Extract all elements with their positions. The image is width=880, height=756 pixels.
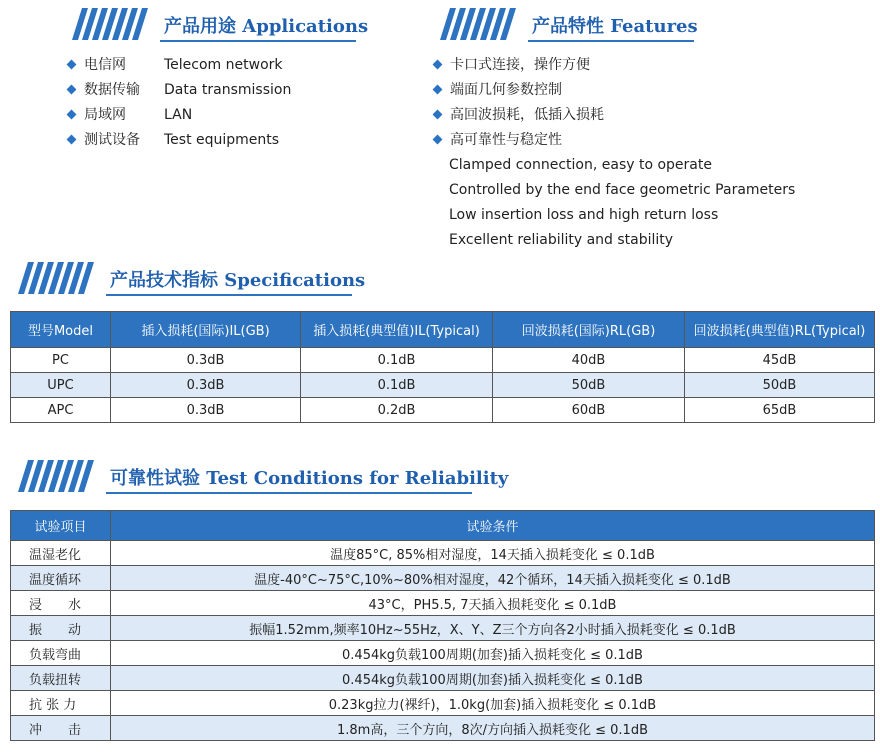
applications-list	[66, 53, 396, 153]
diamond-bullet-icon	[433, 110, 443, 120]
divider	[160, 40, 356, 42]
list-item: 测试设备 Test equipments	[66, 128, 396, 153]
divider	[106, 294, 352, 296]
specifications-header	[10, 262, 370, 296]
features-english-list	[449, 153, 795, 253]
table-row: UPC 0.3dB 0.1dB 50dB 50dB	[11, 373, 875, 398]
divider	[528, 40, 694, 42]
reliability-table	[10, 510, 875, 741]
diamond-bullet-icon	[433, 135, 443, 145]
table-row: 负载弯曲 0.454kg负载100周期(加套)插入损耗变化 ≤ 0.1dB	[11, 641, 875, 666]
applications-title: 产品用途 Applications	[164, 16, 369, 37]
list-item: 高回波损耗，低插入损耗	[432, 103, 852, 128]
features-list	[432, 53, 852, 153]
reliability-header	[10, 460, 509, 494]
table-row: 温湿老化 温度85°C, 85%相对湿度，14天插入损耗变化 ≤ 0.1dB	[11, 541, 875, 566]
column-header: 回波损耗(典型值)RL(Typical)	[685, 312, 875, 348]
feature-en: Clamped connection, easy to operate	[449, 157, 712, 173]
table-row: 振 动 振幅1.52mm,频率10Hz~55Hz，X、Y、Z三个方向各2小时插入损耗变化 ≤ 0.1dB	[11, 616, 875, 641]
stripe-decoration-icon	[10, 262, 100, 294]
list-item: 数据传输 Data transmission	[66, 78, 396, 103]
diamond-bullet-icon	[67, 60, 77, 70]
feature-en: Excellent reliability and stability	[449, 232, 674, 248]
table-row: PC 0.3dB 0.1dB 40dB 45dB	[11, 348, 875, 373]
diamond-bullet-icon	[67, 85, 77, 95]
table-row: 负载扭转 0.454kg负载100周期(加套)插入损耗变化 ≤ 0.1dB	[11, 666, 875, 691]
list-item: 局域网 LAN	[66, 103, 396, 128]
diamond-bullet-icon	[433, 60, 443, 70]
table-header-row	[11, 312, 875, 348]
feature-en: Low insertion loss and high return loss	[449, 207, 719, 223]
reliability-title: 可靠性试验 Test Conditions for Reliability	[110, 468, 509, 489]
list-item: 卡口式连接，操作方便	[432, 53, 852, 78]
diamond-bullet-icon	[67, 135, 77, 145]
list-item: 电信网 Telecom network	[66, 53, 396, 78]
table-header-row	[11, 511, 875, 541]
table-row: APC 0.3dB 0.2dB 60dB 65dB	[11, 398, 875, 423]
column-header: 试验项目	[11, 511, 111, 541]
specifications-table	[10, 311, 875, 423]
stripe-decoration-icon	[10, 460, 100, 492]
table-row: 抗 张 力 0.23kg拉力(裸纤)，1.0kg(加套)插入损耗变化 ≤ 0.1dB	[11, 691, 875, 716]
features-header	[432, 8, 712, 42]
list-item: 端面几何参数控制	[432, 78, 852, 103]
diamond-bullet-icon	[67, 110, 77, 120]
features-title: 产品特性 Features	[532, 16, 698, 37]
divider	[106, 492, 472, 494]
stripe-decoration-icon	[64, 8, 154, 40]
table-row: 浸 水 43°C，PH5.5, 7天插入损耗变化 ≤ 0.1dB	[11, 591, 875, 616]
column-header: 型号Model	[11, 312, 111, 348]
specifications-title: 产品技术指标 Specifications	[110, 270, 366, 291]
table-row: 冲 击 1.8m高，三个方向，8次/方向插入损耗变化 ≤ 0.1dB	[11, 716, 875, 741]
list-item: 高可靠性与稳定性	[432, 128, 852, 153]
diamond-bullet-icon	[433, 85, 443, 95]
column-header: 插入损耗(国际)IL(GB)	[111, 312, 301, 348]
column-header: 插入损耗(典型值)IL(Typical)	[301, 312, 493, 348]
applications-header	[64, 8, 369, 42]
feature-en: Controlled by the end face geometric Parameters	[449, 182, 796, 198]
table-row: 温度循环 温度-40°C~75°C,10%~80%相对湿度，42个循环，14天插入损耗变化 ≤ 0.1dB	[11, 566, 875, 591]
stripe-decoration-icon	[432, 8, 522, 40]
column-header: 试验条件	[111, 511, 875, 541]
column-header: 回波损耗(国际)RL(GB)	[493, 312, 685, 348]
